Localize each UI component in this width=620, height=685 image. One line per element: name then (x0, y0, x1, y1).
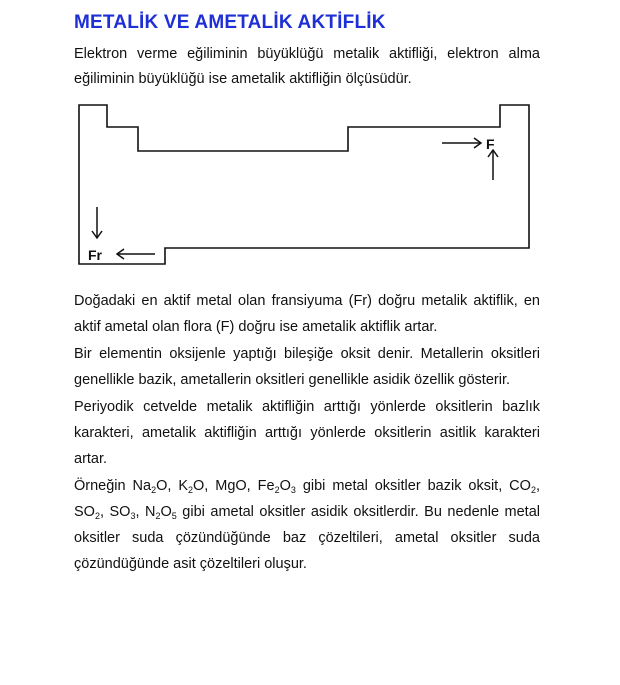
paragraph-activity: Doğadaki en aktif metal olan fransiyuma (Fr) doğru metalik aktiflik, en aktif ametal olan flora (F) doğru ise ametalik aktiflik artar. (74, 293, 540, 335)
arrow-left-to-fr-icon (117, 249, 155, 259)
page-title: METALİK VE AMETALİK AKTİFLİK (74, 12, 386, 33)
paragraph-examples: Örneğin $Na_2O$, $K_2O$, MgO, $Fe_2O_3$ gibi metal oksitler bazik oksit, $CO_2$, $SO_2$, $SO_3$, $N_2O_5$ gibi ametal oksitler asidik oksitlerdir. Bu nedenle metal oksitler suda çözündüğünde baz çözeltileri, ametal oksitler suda çözündüğünde asit çözeltileri oluşur. (74, 478, 540, 572)
label-f: F (486, 136, 495, 152)
body-text (74, 288, 540, 578)
arrow-right-to-f-icon (442, 138, 481, 148)
arrow-down-to-fr-icon (92, 207, 102, 238)
label-fr: Fr (88, 247, 102, 263)
periodic-table-outline-figure (0, 0, 620, 300)
intro-text: Elektron verme eğiliminin büyüklüğü metalik aktifliği, elektron alma eğiliminin büyüklüğü ise ametalik aktifliğin ölçüsüdür. (74, 46, 540, 87)
paragraph-oxides: Bir elementin oksijenle yaptığı bileşiğe oksit denir. Metallerin oksitleri genellikle bazik, ametallerin oksitleri genellikle asidik özellik gösterir. (74, 346, 540, 388)
periodic-table-outline (79, 105, 529, 264)
paragraph-character: Periyodik cetvelde metalik aktifliğin arttığı yönlerde oksitlerin bazlık karakteri, ametalik aktifliğin arttığı yönlerde oksitlerin asitlik karakteri artar. (74, 399, 540, 467)
arrow-up-to-f-icon (488, 150, 498, 180)
